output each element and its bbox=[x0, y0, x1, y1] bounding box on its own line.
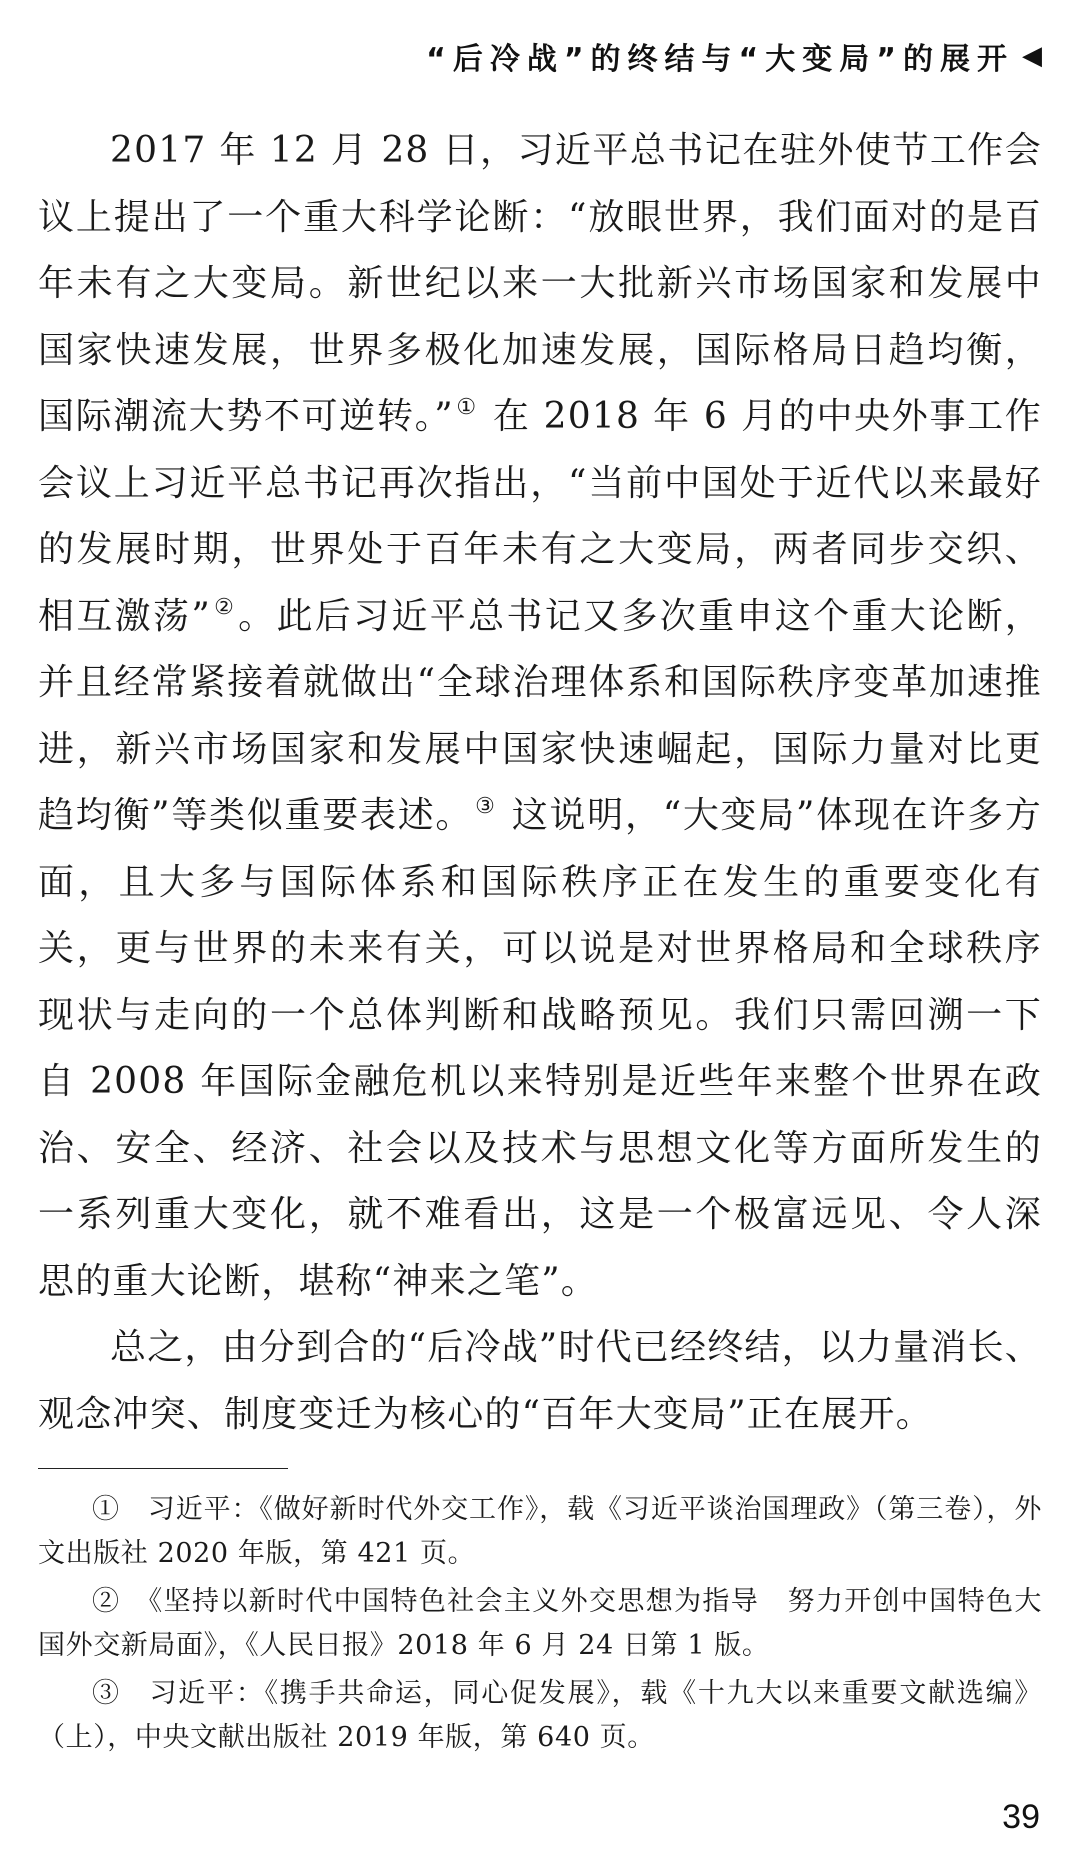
paragraph-1-part-2: 在 2018 年 6 月的中央外事工作会议上习近平总书记再次指出，“当前中国处于近代以来最好的发展时期，世界处于百年未有之大变局，两者同步交织、相互激荡” bbox=[38, 396, 1042, 637]
running-header bbox=[426, 34, 1042, 78]
page-number: 39 bbox=[1002, 1798, 1040, 1836]
footnote-ref-3[interactable]: ③ bbox=[475, 794, 497, 819]
footnote-ref-1[interactable]: ① bbox=[455, 395, 478, 420]
paragraph-1-part-1: 2017 年 12 月 28 日，习近平总书记在驻外使节工作会议上提出了一个重大科学论断：“放眼世界，我们面对的是百年未有之大变局。新世纪以来一大批新兴市场国家和发展中国家快速发展，世界多极化加速发展，国际格局日趋均衡，国际潮流大势不可逆转。” bbox=[38, 130, 1042, 437]
footnote-3: ③ 习近平：《携手共命运，同心促发展》，载《十九大以来重要文献选编》（上），中央文献出版社 2019 年版，第 640 页。 bbox=[38, 1678, 1042, 1753]
footnote-1: ① 习近平：《做好新时代外交工作》，载《习近平谈治国理政》（第三卷），外文出版社 2020 年版，第 421 页。 bbox=[38, 1494, 1042, 1569]
footnote-2: ② 《坚持以新时代中国特色社会主义外交思想为指导 努力开创中国特色大国外交新局面》，《人民日报》2018 年 6 月 24 日第 1 版。 bbox=[38, 1586, 1042, 1661]
chapter-title: “后冷战”的终结与“大变局”的展开 bbox=[426, 42, 1014, 77]
paragraph-2: 总之，由分到合的“后冷战”时代已经终结，以力量消长、观念冲突、制度变迁为核心的“百年大变局”正在展开。 bbox=[38, 1327, 1043, 1435]
paragraph-1-part-4: 这说明，“大变局”体现在许多方面，且大多与国际体系和国际秩序正在发生的重要变化有关，更与世界的未来有关，可以说是对世界格局和全球秩序现状与走向的一个总体判断和战略预见。我们只需回溯一下自 2008 年国际金融危机以来特别是近些年来整个世界在政治、安全、经济、社会以及技术与思想文化等方面所发生的一系列重大变化，就不难看出，这是一个极富远见、令人深思的重大论断，堪称“神来之笔”。 bbox=[38, 795, 1042, 1302]
paragraph-1 bbox=[38, 118, 1042, 1315]
left-triangle-icon: ◀ bbox=[1022, 41, 1042, 71]
footnotes bbox=[38, 1488, 1042, 1764]
footnote-divider bbox=[38, 1468, 288, 1469]
body-text bbox=[38, 118, 1042, 1448]
paragraph-1-part-3: 。此后习近平总书记又多次重申这个重大论断，并且经常紧接着就做出“全球治理体系和国际秩序变革加速推进，新兴市场国家和发展中国家快速崛起，国际力量对比更趋均衡”等类似重要表述。 bbox=[38, 595, 1042, 836]
footnote-ref-2[interactable]: ② bbox=[212, 594, 237, 620]
